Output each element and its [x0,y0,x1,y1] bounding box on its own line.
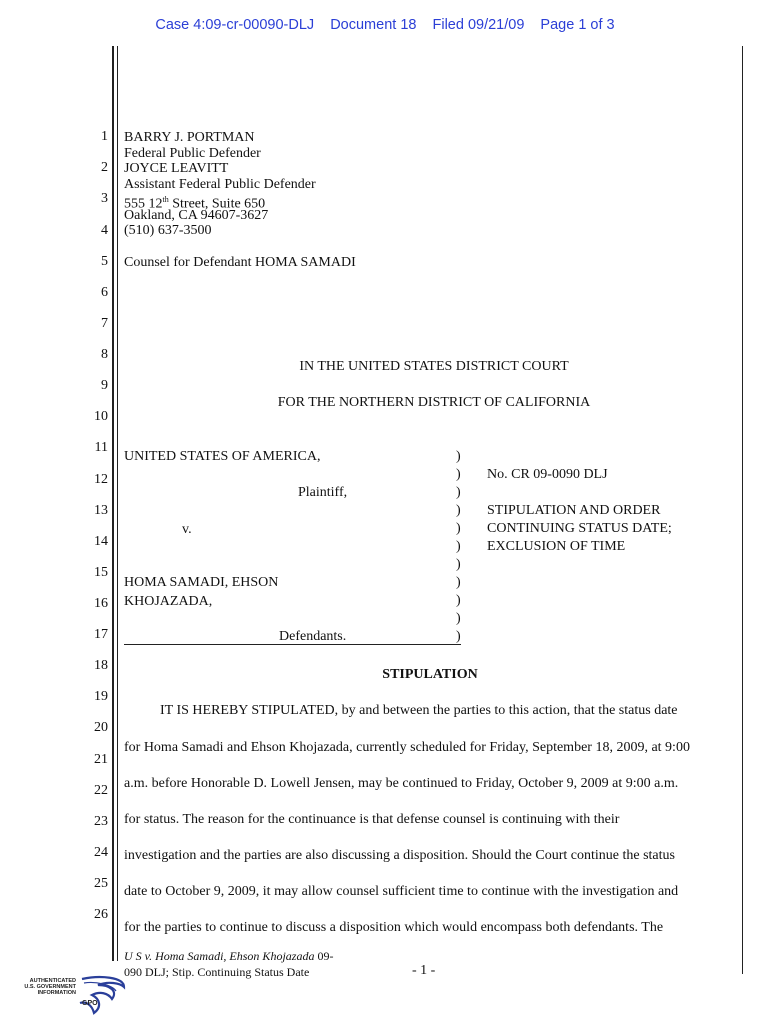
line-number: 8 [101,347,108,362]
gpo-label: GPO [82,1000,98,1007]
filed-date: Filed 09/21/09 [432,17,525,33]
attorney-name: JOYCE LEAVITT [124,161,229,176]
versus: v. [182,522,192,537]
line-number: 21 [94,752,108,767]
page-number: - 1 - [412,963,436,978]
case-number-caption: No. CR 09-0090 DLJ [487,467,608,482]
line-number: 10 [94,409,108,424]
body-line: investigation and the parties are also discussing a disposition. Should the Court continue the status [124,848,675,863]
caption-paren: ) [456,593,461,608]
street-address: 555 12th Street, Suite 650 [124,195,266,212]
footer-caption-line2: 090 DLJ; Stip. Continuing Status Date [124,965,310,979]
attorney-title: Federal Public Defender [124,146,261,161]
filing-header [0,17,770,33]
line-number: 11 [94,440,108,455]
line-number: 9 [101,378,108,393]
section-heading: STIPULATION [382,667,478,682]
right-margin-rule [742,46,743,974]
phone-number: (510) 637-3500 [124,223,212,238]
attorney-name: BARRY J. PORTMAN [124,130,255,145]
caption-paren: ) [456,575,461,590]
caption-paren: ) [456,629,461,644]
body-line: for Homa Samadi and Ehson Khojazada, currently scheduled for Friday, September 18, 2009, at 9:00 [124,740,690,755]
defendant-role: Defendants. [279,629,347,644]
caption-paren: ) [456,449,461,464]
city-address: Oakland, CA 94607-3627 [124,208,269,223]
plaintiff-name: UNITED STATES OF AMERICA, [124,449,321,464]
caption-paren: ) [456,557,461,572]
line-number: 3 [101,191,108,206]
line-number: 4 [101,223,108,238]
caption-paren: ) [456,521,461,536]
line-number: 24 [94,845,108,860]
attorney-title: Assistant Federal Public Defender [124,177,316,192]
left-margin-rule-outer [112,46,114,961]
footer-case-name: U S v. Homa Samadi, Ehson Khojazada [124,949,315,963]
defendant-names: KHOJAZADA, [124,594,213,609]
line-number: 26 [94,907,108,922]
line-number: 19 [94,689,108,704]
line-number: 5 [101,254,108,269]
caption-paren: ) [456,503,461,518]
line-number: 14 [94,534,108,549]
body-line: for status. The reason for the continuance is that defense counsel is continuing with their [124,812,620,827]
plaintiff-role: Plaintiff, [298,485,348,500]
case-number: Case 4:09-cr-00090-DLJ [155,17,315,33]
line-number: 20 [94,720,108,735]
line-number: 18 [94,658,108,673]
body-line: date to October 9, 2009, it may allow counsel sufficient time to continue with the investigation and [124,884,679,899]
caption-paren: ) [456,467,461,482]
body-line: a.m. before Honorable D. Lowell Jensen, may be continued to Friday, October 9, 2009 at 9:00 a.m. [124,776,679,791]
line-number: 17 [94,627,108,642]
page-indicator: Page 1 of 3 [540,17,615,33]
line-number: 12 [94,472,108,487]
line-number: 2 [101,160,108,175]
document-number: Document 18 [330,17,417,33]
document-title: CONTINUING STATUS DATE; [487,521,672,536]
counsel-for: Counsel for Defendant HOMA SAMADI [124,255,356,270]
document-title: STIPULATION AND ORDER [487,503,661,518]
line-number: 7 [101,316,108,331]
line-number: 22 [94,783,108,798]
defendant-names: HOMA SAMADI, EHSON [124,575,279,590]
body-line: IT IS HEREBY STIPULATED, by and between the parties to this action, that the status date [160,703,678,718]
line-number: 25 [94,876,108,891]
seal-text: AUTHENTICATED U.S. GOVERNMENT INFORMATION [24,978,76,997]
line-number: 23 [94,814,108,829]
line-number: 16 [94,596,108,611]
document-title: EXCLUSION OF TIME [487,539,626,554]
eagle-icon [20,973,130,1019]
court-district: FOR THE NORTHERN DISTRICT OF CALIFORNIA [277,395,591,410]
line-number: 15 [94,565,108,580]
caption-paren: ) [456,485,461,500]
caption-paren: ) [456,611,461,626]
caption-underline [124,644,461,645]
body-line: for the parties to continue to discuss a disposition which would encompass both defendants. The [124,920,664,935]
caption-paren: ) [456,539,461,554]
line-number: 6 [101,285,108,300]
court-name: IN THE UNITED STATES DISTRICT COURT [299,359,569,374]
line-number: 1 [101,129,108,144]
left-margin-rule-inner [117,46,118,961]
line-number: 13 [94,503,108,518]
footer-caption: U S v. Homa Samadi, Ehson Khojazada 09- 090 DLJ; Stip. Continuing Status Date [124,949,334,979]
